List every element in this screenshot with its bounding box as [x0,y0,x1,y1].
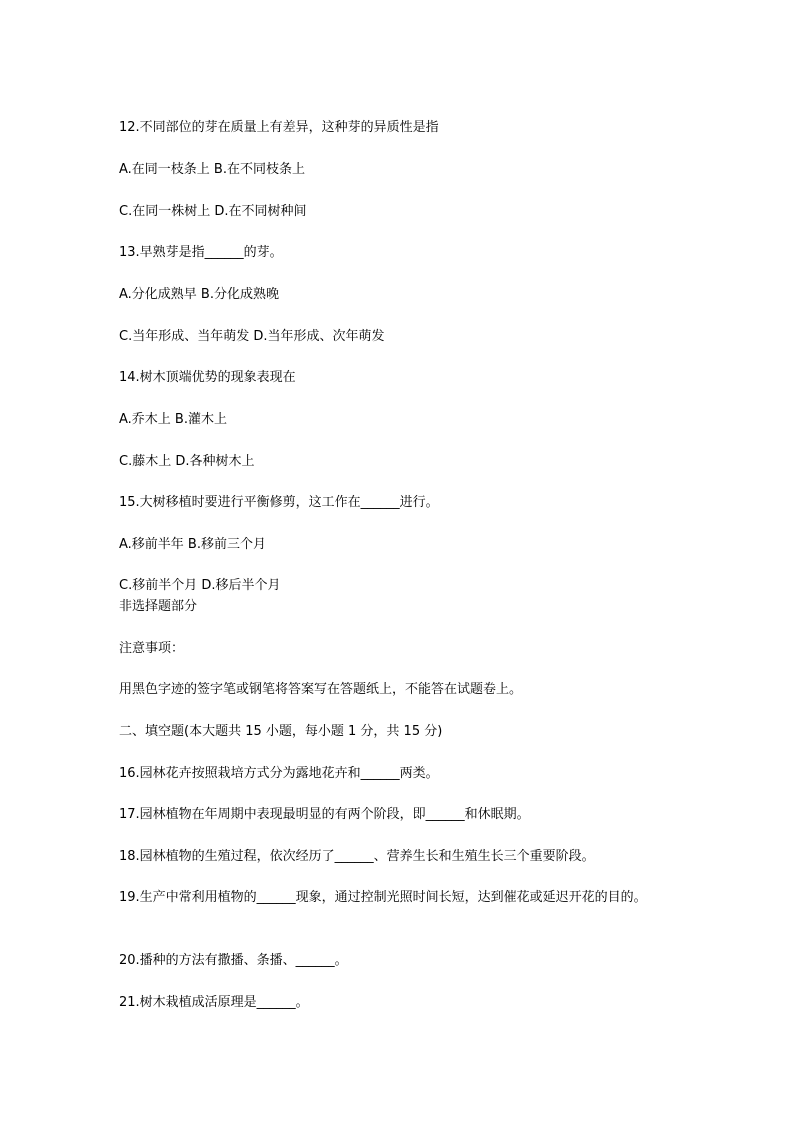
question-18: 18.园林植物的生殖过程，依次经历了______、营养生长和生殖生长三个重要阶段。 [119,849,595,864]
question-16: 16.园林花卉按照栽培方式分为露地花卉和______两类。 [119,766,439,781]
notice-text: 用黑色字迹的签字笔或钢笔将答案写在答题纸上，不能答在试题卷上。 [119,682,523,697]
question-13-stem: 13.早熟芽是指______的芽。 [119,245,283,260]
question-12-stem: 12.不同部位的芽在质量上有差异，这种芽的异质性是指 [119,120,439,135]
fill-blank-heading: 二、填空题(本大题共 15 小题，每小题 1 分，共 15 分) [119,724,443,739]
question-12-options-cd: C.在同一株树上 D.在不同树种间 [119,204,307,219]
question-13-options-ab: A.分化成熟早 B.分化成熟晚 [119,287,279,302]
question-17: 17.园林植物在年周期中表现最明显的有两个阶段，即______和休眠期。 [119,807,530,822]
question-14-options-ab: A.乔木上 B.灌木上 [119,412,227,427]
question-20: 20.播种的方法有撒播、条播、______。 [119,953,348,968]
section-nonchoice-title: 非选择题部分 [119,599,198,614]
question-15-options-ab: A.移前半年 B.移前三个月 [119,537,266,552]
question-12-options-ab: A.在同一枝条上 B.在不同枝条上 [119,162,305,177]
question-15-options-cd: C.移前半个月 D.移后半个月 [119,578,281,593]
question-15-stem: 15.大树移植时要进行平衡修剪，这工作在______进行。 [119,495,439,510]
question-13-options-cd: C.当年形成、当年萌发 D.当年形成、次年萌发 [119,329,385,344]
question-21: 21.树木栽植成活原理是______。 [119,995,309,1010]
question-14-options-cd: C.藤木上 D.各种树木上 [119,454,255,469]
question-14-stem: 14.树木顶端优势的现象表现在 [119,370,296,385]
question-19: 19.生产中常利用植物的______现象，通过控制光照时间长短，达到催花或延迟开花的目的。 [119,890,647,905]
notice-title: 注意事项： [119,641,185,656]
